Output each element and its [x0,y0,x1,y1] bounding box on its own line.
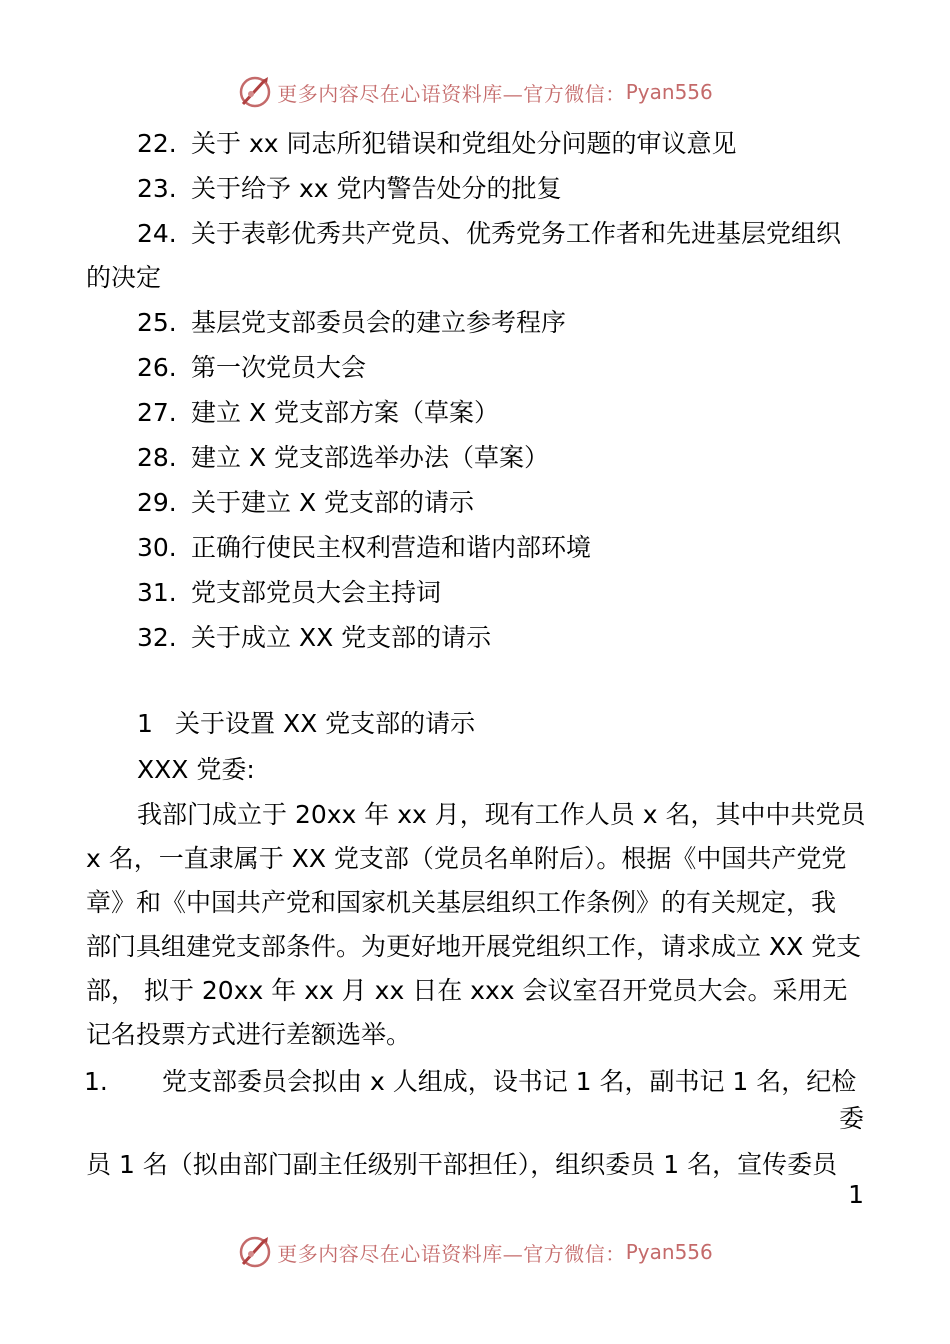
watermark-header [0,72,950,112]
watermark-wechat-id: Pyan556 [625,1240,713,1264]
watermark-text: 更多内容尽在心语资料库—官方微信： [277,81,626,106]
list-item-line-2-end: 1 [848,1180,864,1209]
pen-logo-icon [237,74,273,110]
toc-item-24-continued: 的决定 [86,263,162,292]
paragraph-line-4: 部门具组建党支部条件。为更好地开展党组织工作，请求成立 XX 党支 [86,932,862,961]
paragraph-line-1: 我部门成立于 20xx 年 xx 月，现有工作人员 x 名，其中中共党员 [137,800,866,829]
watermark-wechat-id: Pyan556 [625,80,713,104]
toc-item-31: 31. 党支部党员大会主持词 [137,578,442,607]
toc-item-30: 30. 正确行使民主权利营造和谐内部环境 [137,533,592,562]
list-item-line-1: 党支部委员会拟由 x 人组成，设书记 1 名，副书记 1 名，纪检 [162,1067,857,1096]
list-item-line-2: 员 1 名（拟由部门副主任级别干部担任），组织委员 1 名，宣传委员 [86,1150,838,1179]
pen-logo-icon [237,1234,273,1270]
watermark-footer [0,1232,950,1272]
toc-item-24: 24. 关于表彰优秀共产党员、优秀党务工作者和先进基层党组织 [137,219,842,248]
paragraph-line-5: 部， 拟于 20xx 年 xx 月 xx 日在 xxx 会议室召开党员大会。采用无 [86,976,848,1005]
toc-item-32: 32. 关于成立 XX 党支部的请示 [137,623,492,652]
toc-item-26: 26. 第一次党员大会 [137,353,367,382]
list-item-line-1-end: 委 [838,1104,864,1133]
toc-item-25: 25. 基层党支部委员会的建立参考程序 [137,308,567,337]
paragraph-line-6: 记名投票方式进行差额选举。 [86,1020,412,1049]
toc-item-27: 27. 建立 X 党支部方案（草案） [137,398,500,427]
watermark-text: 更多内容尽在心语资料库—官方微信： [277,1241,626,1266]
section-heading: 1 关于设置 XX 党支部的请示 [137,709,476,738]
salutation: XXX 党委: [137,755,255,784]
toc-item-23: 23. 关于给予 xx 党内警告处分的批复 [137,174,562,203]
toc-item-28: 28. 建立 X 党支部选举办法（草案） [137,443,550,472]
paragraph-line-2: x 名，一直隶属于 XX 党支部（党员名单附后）。根据《中国共产党党 [86,844,847,873]
paragraph-line-3: 章》和《中国共产党和国家机关基层组织工作条例》的有关规定，我 [86,888,837,917]
list-item-number: 1. [84,1067,108,1096]
toc-item-29: 29. 关于建立 X 党支部的请示 [137,488,475,517]
toc-item-22: 22. 关于 xx 同志所犯错误和党组处分问题的审议意见 [137,129,737,158]
